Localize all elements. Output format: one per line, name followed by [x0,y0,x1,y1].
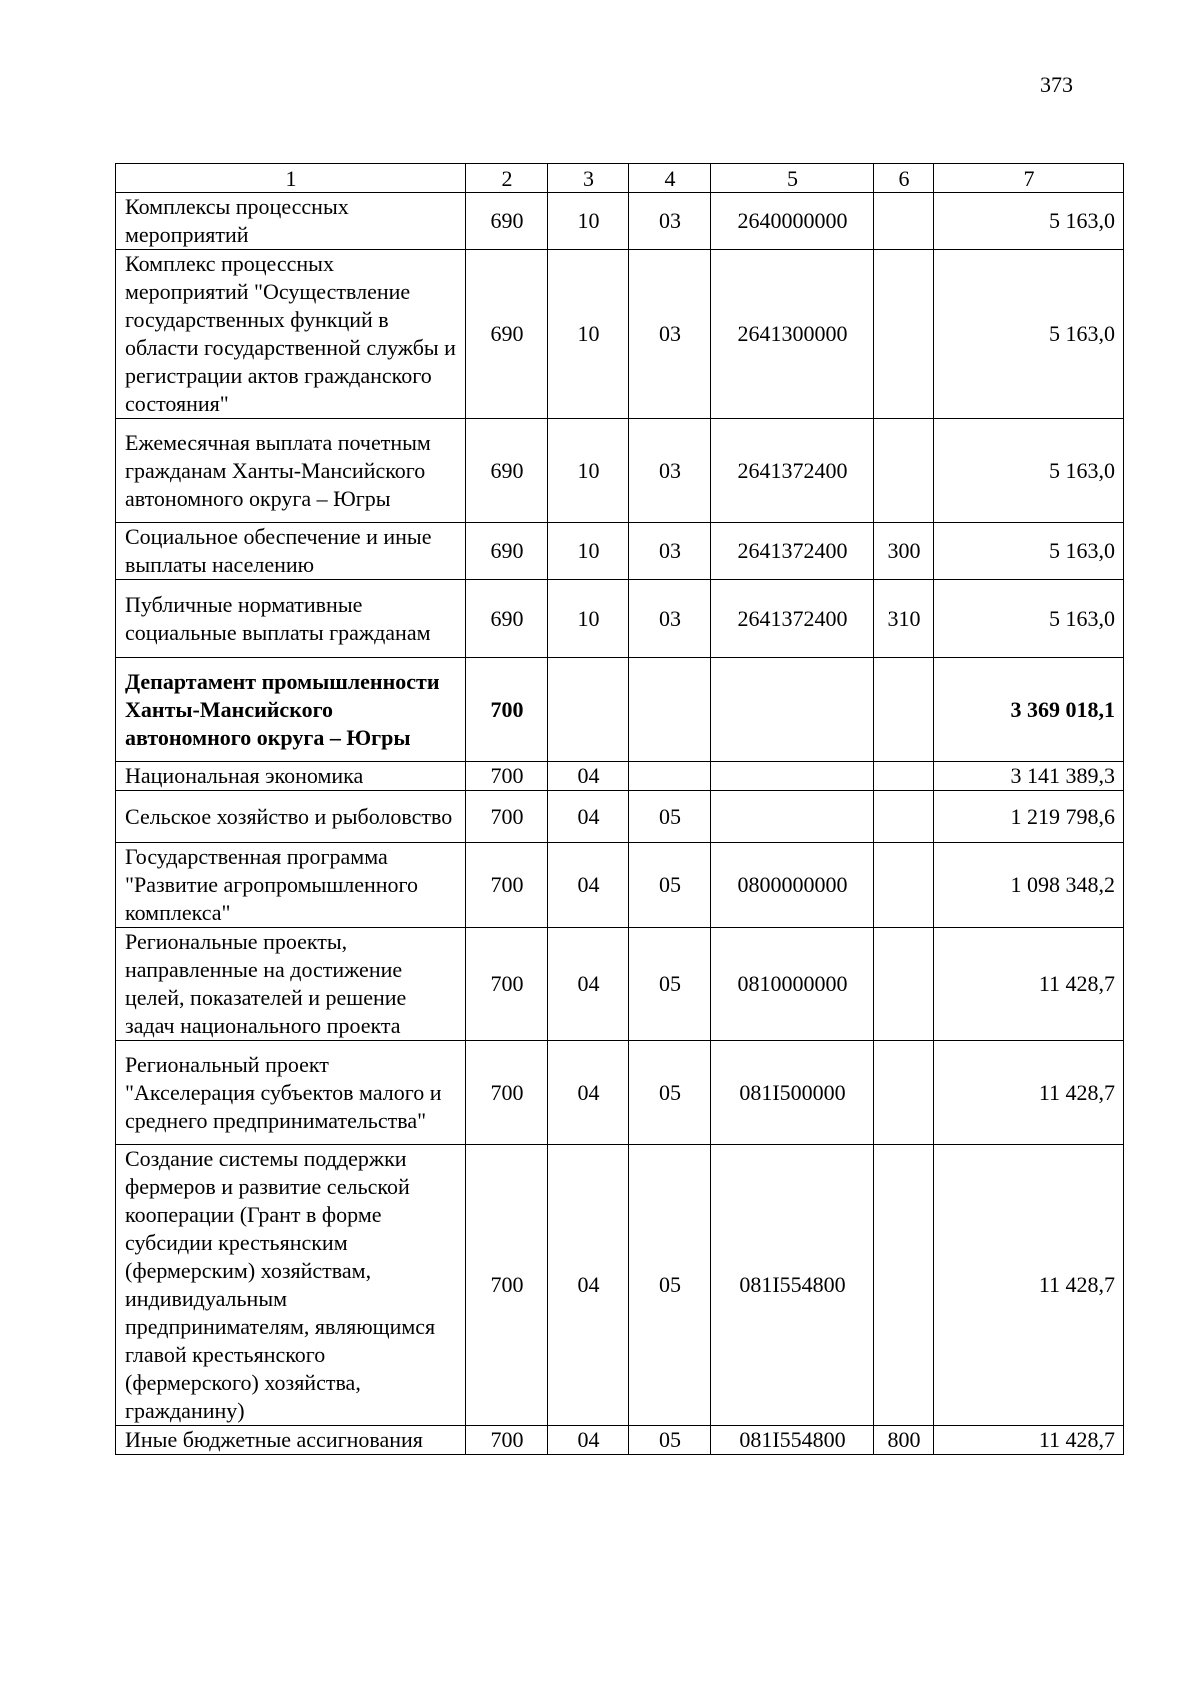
row-section: 10 [548,193,629,250]
row-name: Социальное обеспечение и иные выплаты населению [116,523,466,580]
row-amount: 3 141 389,3 [934,762,1124,791]
row-target-article: 081I500000 [711,1041,874,1145]
budget-table [115,163,1124,1455]
row-expense-type [874,1145,934,1426]
row-amount: 5 163,0 [934,523,1124,580]
row-subsection: 05 [629,791,711,843]
row-target-article [711,762,874,791]
row-target-article: 0810000000 [711,928,874,1041]
row-expense-type: 310 [874,580,934,658]
row-subsection: 05 [629,843,711,928]
row-grbs: 690 [466,523,548,580]
header-cell: 5 [711,164,874,193]
row-subsection: 05 [629,928,711,1041]
row-subsection [629,658,711,762]
table-row [116,791,1124,843]
row-expense-type [874,250,934,419]
row-name: Региональные проекты, направленные на достижение целей, показателей и решение задач национального проекта [116,928,466,1041]
row-expense-type [874,193,934,250]
row-amount: 5 163,0 [934,419,1124,523]
row-grbs: 690 [466,580,548,658]
table-row [116,523,1124,580]
row-amount: 11 428,7 [934,1041,1124,1145]
page-number: 373 [1040,72,1073,97]
row-section: 04 [548,1145,629,1426]
row-subsection [629,762,711,791]
row-section: 10 [548,523,629,580]
row-target-article: 081I554800 [711,1426,874,1455]
row-section: 10 [548,580,629,658]
row-target-article: 2640000000 [711,193,874,250]
row-amount: 5 163,0 [934,193,1124,250]
row-expense-type [874,791,934,843]
row-section: 04 [548,1426,629,1455]
header-cell: 3 [548,164,629,193]
table-row [116,193,1124,250]
row-subsection: 05 [629,1426,711,1455]
table-row [116,658,1124,762]
row-section: 10 [548,419,629,523]
row-grbs: 700 [466,928,548,1041]
header-cell: 1 [116,164,466,193]
row-subsection: 03 [629,250,711,419]
row-name: Национальная экономика [116,762,466,791]
row-name: Департамент промышленности Ханты-Мансийского автономного округа – Югры [116,658,466,762]
row-expense-type: 800 [874,1426,934,1455]
row-section: 04 [548,762,629,791]
row-expense-type: 300 [874,523,934,580]
row-amount: 11 428,7 [934,1145,1124,1426]
row-grbs: 700 [466,1041,548,1145]
row-amount: 3 369 018,1 [934,658,1124,762]
row-name: Региональный проект "Акселерация субъектов малого и среднего предпринимательства" [116,1041,466,1145]
row-subsection: 03 [629,523,711,580]
table-row [116,250,1124,419]
row-grbs: 690 [466,250,548,419]
row-grbs: 700 [466,1426,548,1455]
row-subsection: 03 [629,580,711,658]
table-row [116,1041,1124,1145]
row-grbs: 700 [466,843,548,928]
header-cell: 2 [466,164,548,193]
row-expense-type [874,658,934,762]
row-section: 10 [548,250,629,419]
row-grbs: 700 [466,791,548,843]
row-name: Иные бюджетные ассигнования [116,1426,466,1455]
table-row [116,762,1124,791]
row-section [548,658,629,762]
row-expense-type [874,762,934,791]
row-grbs: 690 [466,193,548,250]
row-grbs: 700 [466,658,548,762]
header-cell: 6 [874,164,934,193]
row-amount: 11 428,7 [934,1426,1124,1455]
row-amount: 5 163,0 [934,250,1124,419]
row-amount: 1 219 798,6 [934,791,1124,843]
row-expense-type [874,928,934,1041]
row-name: Комплекс процессных мероприятий "Осуществление государственных функций в области государственной службы и регистрации актов гражданского состояния" [116,250,466,419]
row-subsection: 05 [629,1145,711,1426]
table-body [116,193,1124,1455]
row-target-article: 0800000000 [711,843,874,928]
row-target-article: 2641300000 [711,250,874,419]
table-row [116,1145,1124,1426]
row-amount: 11 428,7 [934,928,1124,1041]
row-name: Ежемесячная выплата почетным гражданам Ханты-Мансийского автономного округа – Югры [116,419,466,523]
row-grbs: 700 [466,1145,548,1426]
row-section: 04 [548,928,629,1041]
row-subsection: 05 [629,1041,711,1145]
row-amount: 5 163,0 [934,580,1124,658]
row-name: Публичные нормативные социальные выплаты гражданам [116,580,466,658]
row-target-article: 081I554800 [711,1145,874,1426]
table-row [116,928,1124,1041]
row-expense-type [874,843,934,928]
table-row [116,1426,1124,1455]
row-target-article: 2641372400 [711,580,874,658]
row-target-article [711,658,874,762]
table-row [116,843,1124,928]
header-cell: 4 [629,164,711,193]
row-target-article: 2641372400 [711,523,874,580]
row-name: Комплексы процессных мероприятий [116,193,466,250]
row-target-article: 2641372400 [711,419,874,523]
row-section: 04 [548,791,629,843]
header-cell: 7 [934,164,1124,193]
row-name: Создание системы поддержки фермеров и развитие сельской кооперации (Грант в форме субсидии крестьянским (фермерским) хозяйствам, индивидуальным предпринимателям, являющимся главой крестьянского (фермерского) хозяйства, гражданину) [116,1145,466,1426]
row-target-article [711,791,874,843]
row-amount: 1 098 348,2 [934,843,1124,928]
row-expense-type [874,1041,934,1145]
table-row [116,419,1124,523]
table-header-row [116,164,1124,193]
row-subsection: 03 [629,419,711,523]
row-name: Сельское хозяйство и рыболовство [116,791,466,843]
row-grbs: 690 [466,419,548,523]
row-name: Государственная программа "Развитие агропромышленного комплекса" [116,843,466,928]
row-section: 04 [548,843,629,928]
row-subsection: 03 [629,193,711,250]
row-grbs: 700 [466,762,548,791]
row-section: 04 [548,1041,629,1145]
row-expense-type [874,419,934,523]
table-row [116,580,1124,658]
